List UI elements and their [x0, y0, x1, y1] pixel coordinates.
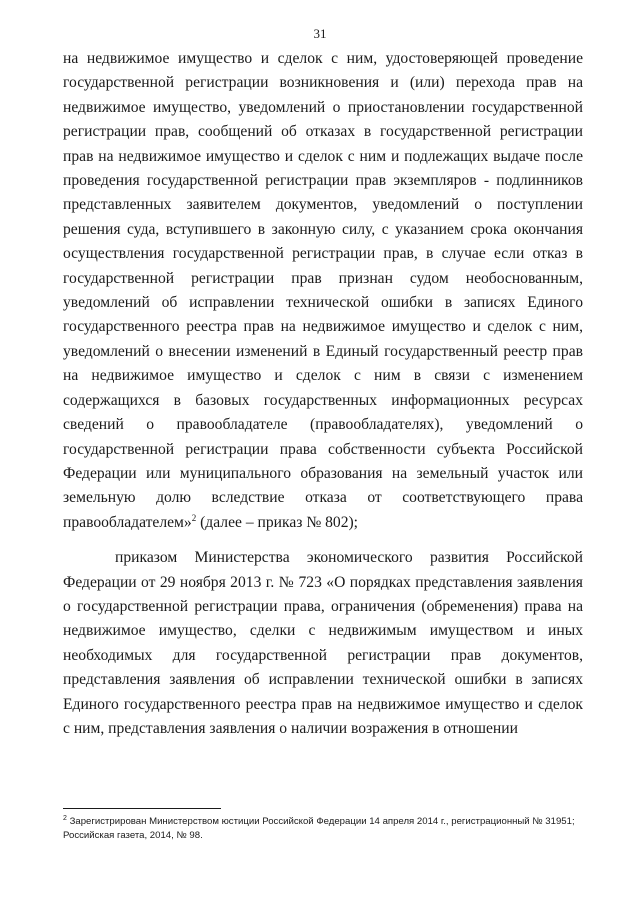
body-text	[63, 47, 583, 741]
paragraph-continuation	[63, 47, 583, 535]
paragraph-1-text: на недвижимое имущество и сделок с ним, удостоверяющей проведение государственной регистрации возникновения и (или) перехода прав на недвижимое имущество, уведомлений о приостановлении государственной регистрации прав, сообщений об отказах в государственной регистрации прав на недвижимое имущество и сделок с ним и подлежащих выдаче после проведения государственной регистрации прав экземпляров - подлинников представленных заявителем документов, уведомлений о поступлении решения суда, вступившего в законную силу, с указанием срока окончания осуществления государственной регистрации прав, в случае если отказ в государственной регистрации прав признан судом необоснованным, уведомлений об исправлении технической ошибки в записях Единого государственного реестра прав на недвижимое имущество и сделок с ним, уведомлений о внесении изменений в Единый государственный реестр прав на недвижимое имущество и сделок с ним в связи с изменением содержащихся в базовых государственных информационных ресурсах сведений о правообладателе (правообладателях), уведомлений о государственной регистрации права собственности субъекта Российской Федерации или муниципального образования на земельный участок или земельную долю вследствие отказа от соответствующего права правообладателем»	[63, 50, 583, 531]
page-number: 31	[313, 26, 327, 41]
footnote-number: 2	[63, 814, 67, 822]
footnote-marker: 2	[191, 512, 197, 523]
footnote	[63, 815, 583, 843]
footnote-separator	[63, 808, 221, 809]
paragraph-1-ending: (далее – приказ № 802);	[196, 513, 359, 531]
footnote-text: Зарегистрирован Министерством юстиции Российской Федерации 14 апреля 2014 г., регистрационный № 31951; Российская газета, 2014, № 98.	[63, 816, 575, 841]
paragraph-order-723: приказом Министерства экономического развития Российской Федерации от 29 ноября 2013 г. № 723 «О порядках представления заявления о государственной регистрации права, ограничения (обременения) права на недвижимое имущество, сделки с недвижимым имуществом и иных необходимых для государственной регистрации прав документов, представления заявления об исправлении технической ошибки в записях Единого государственного реестра прав на недвижимое имущество и сделок с ним, представления заявления о наличии возражения в отношении	[63, 549, 583, 737]
